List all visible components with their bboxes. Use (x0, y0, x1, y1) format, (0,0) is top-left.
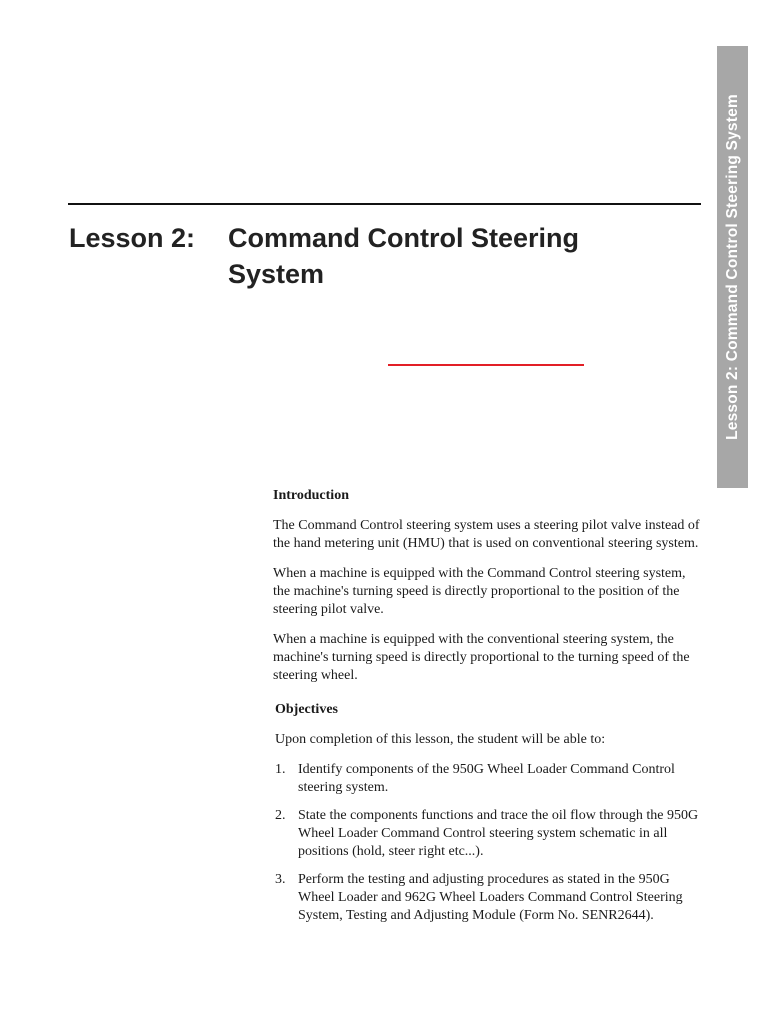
objective-item (275, 761, 705, 797)
side-tab-label: Lesson 2: Command Control Steering System (723, 94, 741, 440)
introduction-heading: Introduction (273, 488, 349, 503)
objective-item (275, 871, 705, 925)
accent-rule (388, 364, 584, 366)
intro-paragraph: When a machine is equipped with the Command Control steering system, the machine's turning speed is directly proportional to the position of the steering pilot valve. (273, 566, 686, 617)
side-tab (717, 46, 748, 488)
objective-number: 1. (275, 762, 286, 777)
objectives-section (273, 701, 705, 925)
objective-item (275, 807, 705, 861)
intro-paragraph: The Command Control steering system uses a steering pilot valve instead of the hand metering unit (HMU) that is used on conventional steering system. (273, 518, 700, 551)
intro-paragraph: When a machine is equipped with the conventional steering system, the machine's turning speed is directly proportional to the turning speed of the steering wheel. (273, 632, 690, 683)
title-rule (68, 203, 701, 205)
objective-number: 2. (275, 808, 286, 823)
objective-text: State the components functions and trace the oil flow through the 950G Wheel Loader Command Control steering system schematic in all positions (hold, steer right etc...). (298, 808, 699, 859)
objectives-list (275, 761, 705, 925)
lesson-content (273, 487, 705, 935)
objective-text: Perform the testing and adjusting procedures as stated in the 950G Wheel Loader and 962G Wheel Loaders Command Control Steering System, Testing and Adjusting Module (Form No. SENR2644). (298, 872, 683, 923)
lesson-number: Lesson 2: (69, 223, 196, 253)
objective-text: Identify components of the 950G Wheel Loader Command Control steering system. (298, 762, 675, 795)
objective-number: 3. (275, 872, 286, 887)
lesson-name: Command Control Steering System (228, 223, 580, 289)
objectives-heading: Objectives (275, 702, 338, 717)
objectives-lead: Upon completion of this lesson, the student will be able to: (275, 732, 606, 747)
lesson-title (69, 220, 709, 292)
